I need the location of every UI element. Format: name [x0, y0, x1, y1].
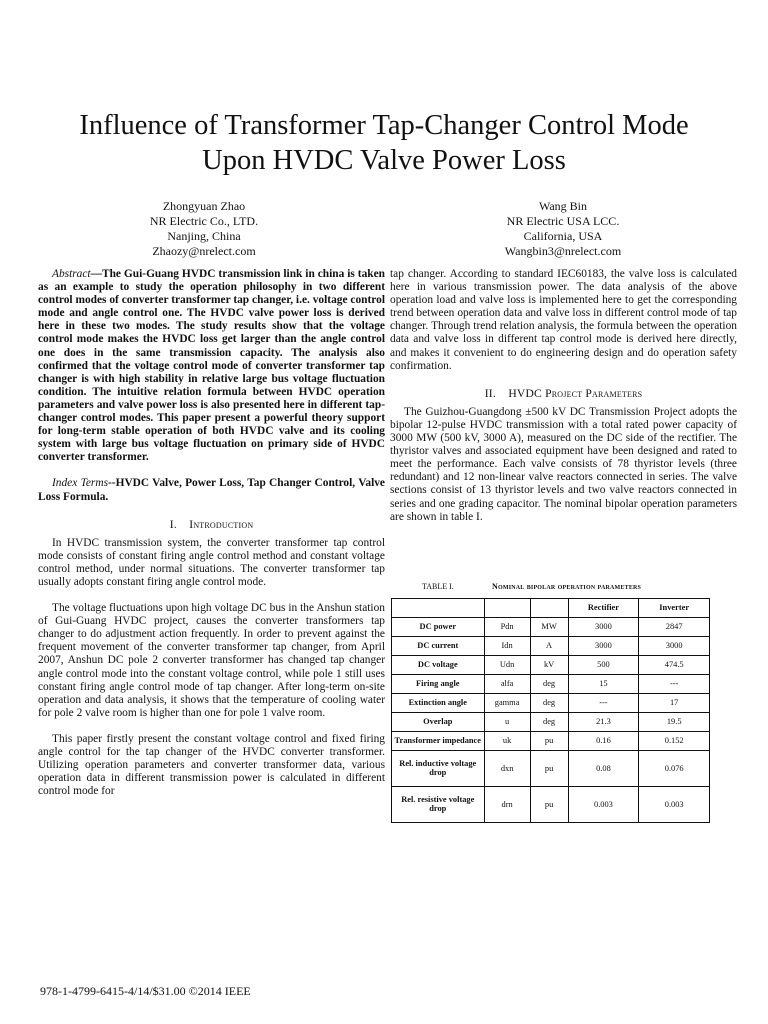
rectifier-value-cell: 0.08	[568, 750, 639, 786]
section-title: HVDC Project Parameters	[508, 386, 643, 400]
title-line-1: Influence of Transformer Tap-Changer Control Mode	[79, 110, 689, 141]
inverter-value-cell: 19.5	[639, 712, 710, 731]
header-cell-inverter: Inverter	[639, 599, 710, 618]
table-label: TABLE I.	[422, 582, 454, 591]
index-terms	[38, 477, 385, 503]
author-name: Wang Bin	[538, 199, 588, 213]
author-email: Zhaozy@nrelect.com	[152, 244, 256, 258]
rectifier-value-cell: 21.3	[568, 712, 639, 731]
left-column	[38, 268, 385, 798]
rectifier-value-cell: 500	[568, 655, 639, 674]
section-number: II.	[484, 386, 496, 400]
table-row	[392, 693, 710, 712]
rectifier-value-cell: 3000	[568, 636, 639, 655]
author-location: California, USA	[523, 229, 603, 243]
inverter-value-cell: 0.152	[639, 731, 710, 750]
author-email: Wangbin3@nrelect.com	[504, 244, 622, 258]
unit-cell: kV	[530, 655, 568, 674]
inverter-value-cell: 0.076	[639, 750, 710, 786]
table-row	[392, 750, 710, 786]
symbol-cell: uk	[484, 731, 530, 750]
intro-paragraph-2: The voltage fluctuations upon high voltage DC bus in the Anshun station of Gui-Guang HVDC project, causes the converter transformers tap changer to do adjustment action frequently. In order to prevent against the frequent movement of the converter transformer tap changer, from April 2007, Anshun DC pole 2 converter transformer has changed tap changer angle control mode into the constant voltage control, while pole 1 still uses constant firing angle control mode of tap changer. After long-term on-site operation and data analysis, it shows that the temperature of cooling water for pole 2 valve room is higher than one for pole 1 valve room.	[38, 602, 385, 719]
section-title: Introduction	[189, 517, 254, 531]
intro-paragraph-3: This paper firstly present the constant voltage control and fixed firing angle control for the tap changer of the HVDC converter transformer. Utilizing operation parameters and converter transformer data, various operation data in different transmission power is calculated in different control mode for	[38, 732, 385, 798]
table-row	[392, 786, 710, 822]
header-cell	[484, 599, 530, 618]
index-terms-label: Index Terms	[52, 477, 108, 490]
section-heading-introduction	[38, 518, 385, 531]
section-number: I.	[169, 517, 177, 531]
param-name-cell: Rel. resistive voltage drop	[392, 786, 485, 822]
symbol-cell: u	[484, 712, 530, 731]
unit-cell: MW	[530, 617, 568, 636]
table-row	[392, 617, 710, 636]
param-name-cell: Rel. inductive voltage drop	[392, 750, 485, 786]
unit-cell: deg	[530, 712, 568, 731]
right-column	[390, 268, 737, 524]
rectifier-value-cell: ---	[568, 693, 639, 712]
symbol-cell: gamma	[484, 693, 530, 712]
unit-cell: pu	[530, 731, 568, 750]
param-name-cell: Extinction angle	[392, 693, 485, 712]
inverter-value-cell: 0.003	[639, 786, 710, 822]
index-terms-text: --HVDC Valve, Power Loss, Tap Changer Control, Valve Loss Formula.	[38, 477, 385, 503]
inverter-value-cell: 474.5	[639, 655, 710, 674]
rectifier-value-cell: 0.16	[568, 731, 639, 750]
header-cell-rectifier: Rectifier	[568, 599, 639, 618]
intro-continuation: tap changer. According to standard IEC60183, the valve loss is calculated here in various transmission power. The data analysis of the above operation load and valve loss is implemented here to get the corresponding trend between operation data and valve loss in different control mode of tap changer. Through trend relation analysis, the formula between the operation data and valve loss in different tap control mode is derived here directly, and makes it convenient to do engineering design and do operation safety confirmation.	[390, 268, 737, 372]
author-block-1	[54, 199, 354, 259]
symbol-cell: Pdn	[484, 617, 530, 636]
abstract-text: —The Gui-Guang HVDC transmission link in china is taken as an example to study the operation philosophy in two different control modes of converter transformer tap changer, i.e. voltage control mode and angle control one. The HVDC valve power loss is derived here in these two modes. The study results show that the voltage control mode makes the HVDC loss get larger than the angle control one does in the same transmission capacity. The analysis also confirmed that the voltage control mode of converter transformer tap changer is with high stability in relative large bus voltage fluctuation condition. The intuitive relation formula between HVDC operation parameters and valve power loss is also presented here in different tap-changer control modes. This paper present a powerful theory support for long-term stable operation of both HVDC valve and its cooling system with large bus voltage fluctuation on primary side of HVDC converter transformer.	[38, 268, 385, 464]
table-row	[392, 636, 710, 655]
unit-cell: pu	[530, 786, 568, 822]
symbol-cell: dxn	[484, 750, 530, 786]
rectifier-value-cell: 0.003	[568, 786, 639, 822]
title-line-2: Upon HVDC Valve Power Loss	[202, 145, 566, 176]
author-location: Nanjing, China	[167, 229, 241, 243]
inverter-value-cell: ---	[639, 674, 710, 693]
table-row	[392, 712, 710, 731]
abstract-label: Abstract	[52, 268, 91, 280]
param-name-cell: DC power	[392, 617, 485, 636]
inverter-value-cell: 2847	[639, 617, 710, 636]
header-cell	[392, 599, 485, 618]
param-name-cell: Firing angle	[392, 674, 485, 693]
param-name-cell: Transformer impedance	[392, 731, 485, 750]
param-name-cell: Overlap	[392, 712, 485, 731]
abstract	[38, 268, 385, 464]
table-caption	[422, 582, 742, 592]
table-row	[392, 674, 710, 693]
symbol-cell: Udn	[484, 655, 530, 674]
inverter-value-cell: 3000	[639, 636, 710, 655]
symbol-cell: alfa	[484, 674, 530, 693]
section-heading-parameters	[390, 387, 737, 400]
unit-cell: A	[530, 636, 568, 655]
symbol-cell: Idn	[484, 636, 530, 655]
unit-cell: deg	[530, 693, 568, 712]
header-cell	[530, 599, 568, 618]
copyright-footer: 978-1-4799-6415-4/14/$31.00 ©2014 IEEE	[40, 984, 251, 998]
param-name-cell: DC voltage	[392, 655, 485, 674]
author-org: NR Electric Co., LTD.	[149, 214, 259, 228]
parameters-paragraph: The Guizhou-Guangdong ±500 kV DC Transmission Project adopts the bipolar 12-pulse HVDC transmission with a total rated power capacity of 3000 MW (500 kV, 3000 A), measured on the DC side of the rectifier. The thyristor valves and associated equipment have been designed and rated to meet the performance. Each valve consists of 78 thyristor levels (three redundant) and 12 non-linear valve reactors connected in series. The valve sections consist of 13 thyristor levels and two valve reactors connected in series and one grading capacitor. The nominal bipolar operation parameters are shown in table I.	[390, 405, 737, 523]
author-org: NR Electric USA LCC.	[506, 214, 620, 228]
parameters-table	[391, 598, 710, 823]
table-row	[392, 731, 710, 750]
intro-paragraph-1: In HVDC transmission system, the converter transformer tap control mode consists of constant firing angle control method and constant voltage control method, under normal situations. The converter transformer tap usually adopts constant firing angle control mode.	[38, 536, 385, 588]
table-row	[392, 655, 710, 674]
unit-cell: pu	[530, 750, 568, 786]
table-title: Nominal bipolar operation parameters	[492, 582, 642, 591]
table-header-row	[392, 599, 710, 618]
unit-cell: deg	[530, 674, 568, 693]
symbol-cell: drn	[484, 786, 530, 822]
inverter-value-cell: 17	[639, 693, 710, 712]
author-block-2	[413, 199, 713, 259]
paper-title	[40, 108, 728, 178]
rectifier-value-cell: 15	[568, 674, 639, 693]
param-name-cell: DC current	[392, 636, 485, 655]
author-name: Zhongyuan Zhao	[162, 199, 246, 213]
rectifier-value-cell: 3000	[568, 617, 639, 636]
